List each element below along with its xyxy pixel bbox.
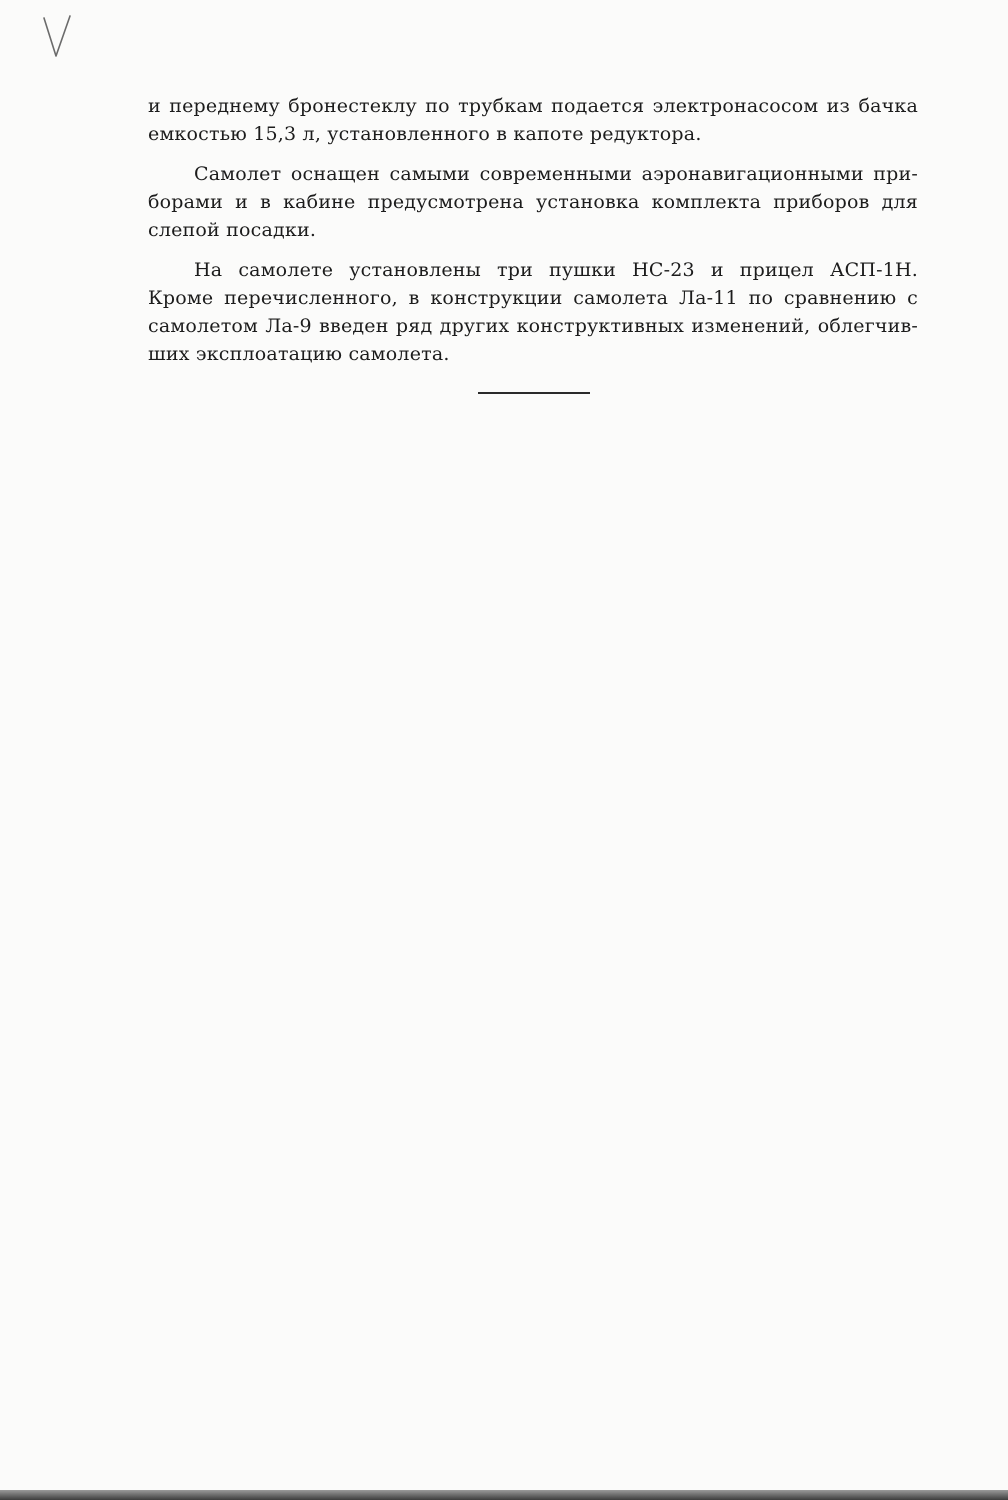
paragraph-3-line-1: На самолете установлены три пушки НС-23 и прицел АСП-1Н. (194, 259, 918, 281)
handwritten-check-mark (40, 12, 76, 64)
paragraph-3-line-2: Кроме перечисленного, в конструкции самолета Ла-11 по сравнению с (148, 287, 918, 309)
section-end-rule (478, 392, 590, 394)
paragraph-2-line-1: Самолет оснащен самыми современными аэронавигационными при- (194, 163, 918, 185)
paragraph-3-line-4: ших эксплоатацию самолета. (148, 343, 450, 365)
paragraph-2-line-3: слепой посадки. (148, 219, 317, 241)
scan-bottom-edge (0, 1490, 1008, 1500)
paragraph-2-line-2: борами и в кабине предусмотрена установка комплекта приборов для (148, 191, 918, 213)
paragraph-1-line-2: емкостью 15,3 л, установленного в капоте редуктора. (148, 123, 702, 145)
body-text (148, 92, 918, 368)
paragraph-3 (148, 256, 918, 368)
paragraph-2 (148, 160, 918, 244)
paragraph-3-line-3: самолетом Ла-9 введен ряд других конструктивных изменений, облегчив- (148, 315, 918, 337)
paragraph-1-line-1: и переднему бронестеклу по трубкам подается электронасосом из бачка (148, 95, 918, 117)
paragraph-1 (148, 92, 918, 148)
